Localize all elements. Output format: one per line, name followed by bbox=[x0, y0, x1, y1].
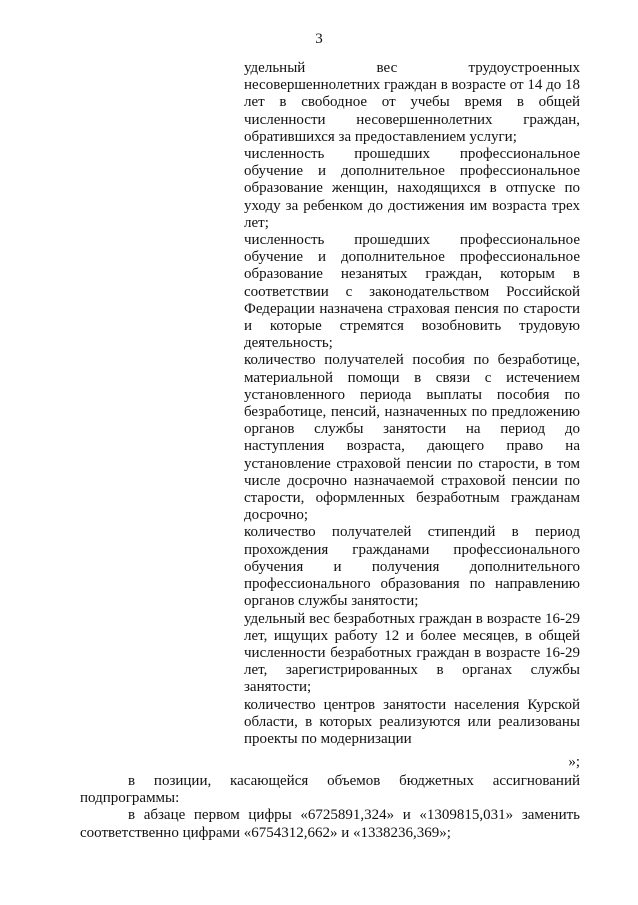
indicator-item-trained-pensioners: численность прошедших профессиональное обучение и дополнительное профессиональное образование незанятых граждан, которым в соответствии с законодательством Российской Федерации назначена страховая пенсия по старости и которые стремятся возобновить трудовую деятельность; bbox=[244, 232, 580, 352]
page-number: 3 bbox=[315, 31, 323, 47]
indicator-list bbox=[244, 60, 580, 748]
indicator-item-stipend-recipients: количество получателей стипендий в период прохождения гражданами профессионального обучения и получения дополнительного профессионального образования по направлению органов службы занятости; bbox=[244, 524, 580, 610]
indicator-item-modernized-employment-centers: количество центров занятости населения Курской области, в которых реализуются или реализованы проекты по модернизации bbox=[244, 696, 580, 747]
indicator-item-employed-minors-share: удельный вес трудоустроенных несовершеннолетних граждан в возрасте от 14 до 18 лет в свободное от учебы время в общей численности несовершеннолетних граждан, обратившихся за предоставлением услуги; bbox=[244, 60, 580, 145]
indicator-item-long-term-unemployed-youth-share: удельный вес безработных граждан в возрасте 16-29 лет, ищущих работу 12 и более месяцев, в общей численности безработных граждан в возрасте 16-29 лет, зарегистрированных в органах службы занятости; bbox=[244, 610, 580, 696]
indicator-item-benefit-recipients: количество получателей пособия по безработице, материальной помощи в связи с истечением установленного периода выплаты пособия по безработице, пенсий, назначенных по предложению органов службы занятости на период до наступления возраста, дающего право на установление страховой пенсии по старости, в том числе досрочно назначаемой страховой пенсии по старости, оформленных безработным гражданам досрочно; bbox=[244, 352, 580, 524]
indicator-item-trained-women-on-leave: численность прошедших профессиональное обучение и дополнительное профессиональное образование женщин, находящихся в отпуске по уходу за ребенком до достижения им возраста трех лет; bbox=[244, 146, 580, 231]
closing-quote-mark: »; bbox=[568, 754, 580, 770]
amendment-paragraph-replace-figures: в абзаце первом цифры «6725891,324» и «1309815,031» заменить соответственно цифрами «6754312,662» и «1338236,369»; bbox=[80, 807, 580, 841]
amendment-paragraphs bbox=[80, 773, 580, 842]
amendment-paragraph-budget-position: в позиции, касающейся объемов бюджетных ассигнований подпрограммы: bbox=[80, 773, 580, 807]
